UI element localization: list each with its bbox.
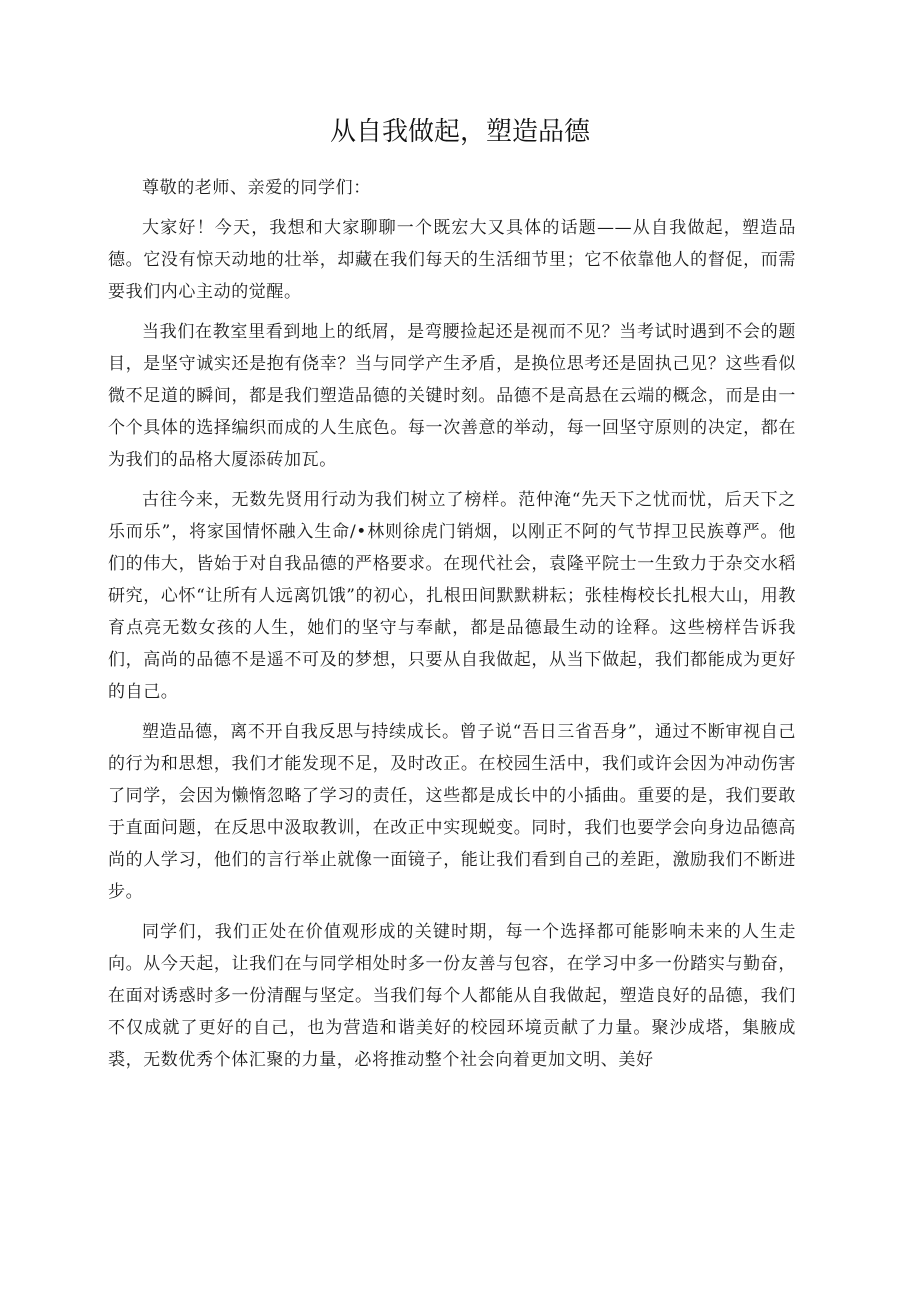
document-body [108, 172, 796, 1084]
paragraph-choices: 当我们在教室里看到地上的纸屑，是弯腰捡起还是视而不见？当考试时遇到不会的题目，是坚守诚实还是抱有侥幸？当与同学产生矛盾，是换位思考还是固执己见？这些看似微不足道的瞬间，都是我们塑造品德的关键时刻。品德不是高悬在云端的概念，而是由一个个具体的选择编织而成的人生底色。每一次善意的举动，每一回坚守原则的决定，都在为我们的品格大厦添砖加瓦。 [108, 322, 796, 470]
salutation: 尊敬的老师、亲爱的同学们： [142, 178, 371, 198]
paragraph-call-to-action: 同学们，我们正处在价值观形成的关键时期，每一个选择都可能影响未来的人生走向。从今天起，让我们在与同学相处时多一份友善与包容，在学习中多一份踏实与勤奋，在面对诱惑时多一份清醒与坚定。当我们每个人都能从自我做起，塑造良好的品德，我们不仅成就了更好的自己，也为营造和谐美好的校园环境贡献了力量。聚沙成塔，集腋成裘，无数优秀个体汇聚的力量，必将推动整个社会向着更加文明、美好 [108, 922, 796, 1070]
paragraph-reflection: 塑造品德，离不开自我反思与持续成长。曾子说“吾日三省吾身”，通过不断审视自己的行为和思想，我们才能发现不足，及时改正。在校园生活中，我们或许会因为冲动伤害了同学，会因为懒惰忽略了学习的责任，这些都是成长中的小插曲。重要的是，我们要敢于直面问题，在反思中汲取教训，在改正中实现蜕变。同时，我们也要学会向身边品德高尚的人学习，他们的言行举止就像一面镜子，能让我们看到自己的差距，激励我们不断进步。 [108, 722, 796, 902]
paragraph-role-models: 古往今来，无数先贤用行动为我们树立了榜样。范仲淹“先天下之忧而忧，后天下之乐而乐”，将家国情怀融入生命/•林则徐虎门销烟，以刚正不阿的气节捍卫民族尊严。他们的伟大，皆始于对自我品德的严格要求。在现代社会，袁隆平院士一生致力于杂交水稻研究，心怀“让所有人远离饥饿”的初心，扎根田间默默耕耘；张桂梅校长扎根大山，用教育点亮无数女孩的人生，她们的坚守与奉献，都是品德最生动的诠释。这些榜样告诉我们，高尚的品德不是遥不可及的梦想，只要从自我做起，从当下做起，我们都能成为更好的自己。 [108, 490, 796, 702]
document-title: 从自我做起，塑造品德 [329, 117, 590, 147]
paragraph-greeting: 大家好！今天，我想和大家聊聊一个既宏大又具体的话题——从自我做起，塑造品德。它没有惊天动地的壮举，却藏在我们每天的生活细节里；它不依靠他人的督促，而需要我们内心主动的觉醒。 [108, 218, 796, 302]
